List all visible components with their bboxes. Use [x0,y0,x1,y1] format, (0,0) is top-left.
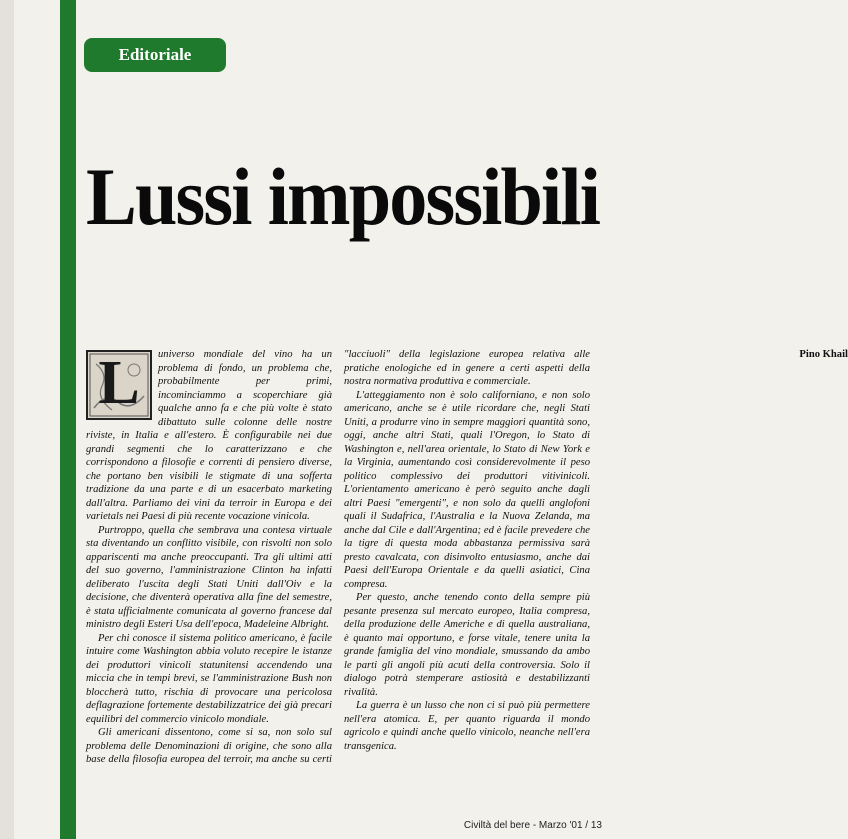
section-label: Editoriale [84,38,226,72]
article-paragraph [86,348,332,524]
author-signature: Pino Khail [799,349,848,360]
article-paragraph: Per chi conosce il sistema politico americano, è facile intuire come Washington abbia voluto recepire le istanze dei produttori vinicoli statunitensi accendendo una miccia che in tempi brevi, se l'amministrazione Bush non bloccherà tutto, rischia di provocare una pericolosa deflagrazione fortemente destabilizzatrice dei già precari equilibri del commercio vinicolo mondiale. [86,632,332,725]
page-edge [0,0,14,839]
article-paragraph: La guerra è un lusso che non ci si può più permettere nell'era atomica. E, per quanto riguarda il mondo agricolo e quindi anche quello vinicolo, neanche nell'era transgenica. [344,700,590,752]
headline: Lussi impossibili [86,151,600,242]
illuminated-initial-icon [86,350,152,420]
article-paragraph: Gli americani dissentono, come si sa, non solo sul problema delle Denominazioni di origine, che sono alla base della filosofia europea del terroir, ma anche su certi "lacciuoli" della legislazione europea relativa alle pratiche enologiche ed in genere a certi aspetti della nostra normativa produttiva e commerciale. [86,349,590,765]
first-paragraph-text: universo mondiale del vino ha un problema di fondo, un problema che, probabilmente per primi, incominciammo a scoperchiare già qualche anno fa e che più volte è stato dibattuto sulle colonne delle nostre riviste, in Italia e all'estero. È configurabile nei due grandi segmenti che lo caratterizzano e che corrispondono a filosofie e correnti di pensiero diverse, che portano ben visibili le stigmate di una sofferta tradizione da una parte e di un esacerbato marketing dall'altra. Parliamo dei vini da terroir in Europa e dei varietals nei Paesi di più recente vocazione vinicola. [86,349,332,522]
page-footer: Civiltà del bere - Marzo '01 / 13 [463,820,602,831]
article-paragraph: Per questo, anche tenendo conto della sempre più pesante presenza sul mercato europeo, Italia compresa, della produzione delle Americhe e di quella australiana, è quanto mai opportuno, e forse vitale, tenere unita la grande famiglia del vino mondiale, smussando da ambo le parti gli angoli più acuti della controversia. Solo il dialogo potrà stemperare astiosità e destabilizzanti rivalità. [344,592,590,698]
article-body [86,348,848,768]
article-paragraph: Purtroppo, quella che sembrava una contesa virtuale sta diventando un conflitto visibile, con risvolti non solo appariscenti ma anche preoccupanti. Tra gli ultimi atti del suo governo, l'amministrazione Clinton ha infatti deliberato l'uscita degli Stati Uniti dall'Oiv e la decisione, che diventerà operativa alla fine del semestre, è stata ufficialmente comunicata al governo francese dal ministro degli Esteri Usa dell'epoca, Madeleine Albright. [86,524,332,630]
article-paragraph: L'atteggiamento non è solo californiano, e non solo americano, anche se è utile ricordare che, negli Stati Uniti, a produrre vino in sempre maggiori quantità sono, oggi, anche altri Stati, quali l'Oregon, lo Stato di Washington e, nell'area orientale, lo Stato di New York e la Virginia, aumentando così considerevolmente il peso politico complessivo dei produttori vitivinicoli. L'orientamento americano è però seguito anche dagli altri Paesi "emergenti", e non solo da quelli anglofoni quali il Sudafrica, l'Australia e la Nuova Zelanda, ma anche dal Cile e dall'Argentina; ed è facile prevedere che la tigre di questa moda abbastanza permissiva sarà presto cavalcata, con disinvolto entusiasmo, anche dai Paesi dell'Europa Orientale e da quelli asiatici, Cina compresa. [344,389,590,590]
dropcap-letter: L [98,349,140,417]
accent-bar [60,0,76,839]
